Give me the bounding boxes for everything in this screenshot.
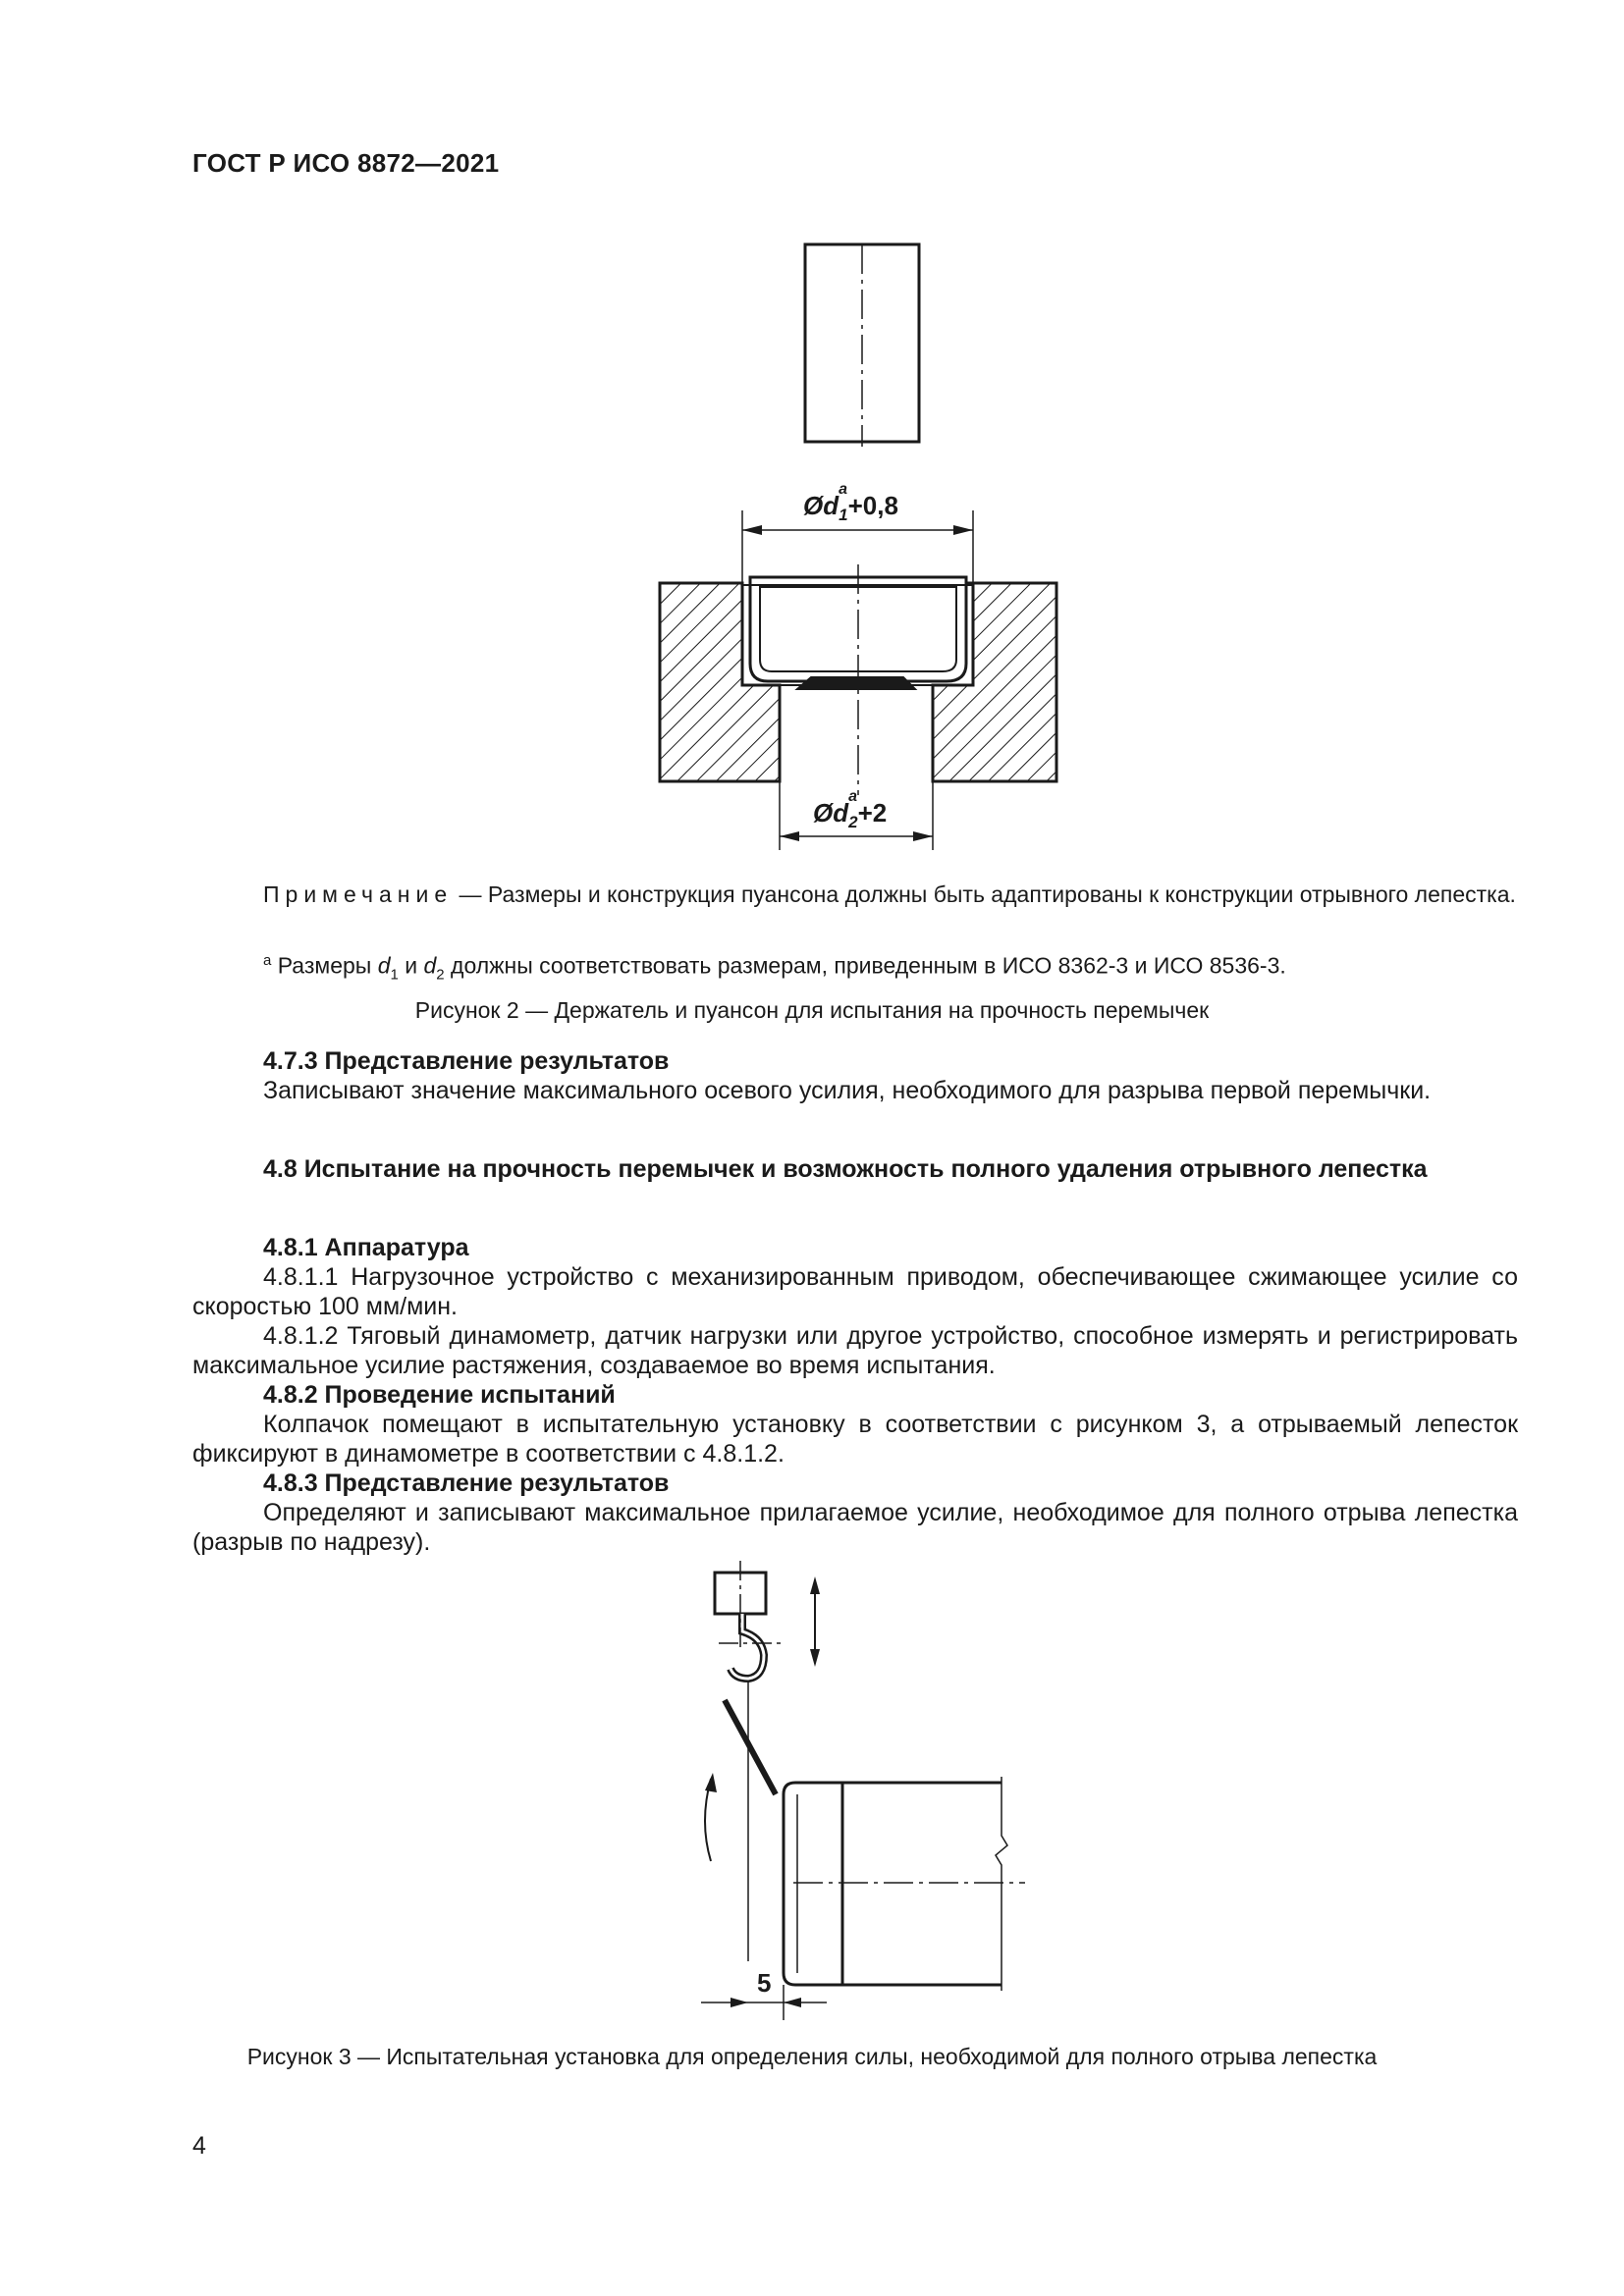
figure-2-drawing	[628, 236, 1080, 864]
cap-body	[784, 1783, 1001, 1985]
section-4-8-3-text: Определяют и записывают максимальное прилагаемое усилие, необходимое для полного отрыва лепестка (разрыв по надрезу).	[192, 1499, 1518, 1556]
note-text: — Размеры и конструкция пуансона должны быть адаптированы к конструкции отрывного лепестка.	[453, 881, 1516, 907]
tear-tab	[725, 1700, 776, 1794]
section-4-7-3-title: 4.7.3 Представление результатов	[263, 1047, 670, 1075]
dimension-label-d1: $Ød_1$ a +0,8	[803, 481, 898, 525]
section-4-8-2-text: Колпачок помещают в испытательную установку в соответствии с рисунком 3, а отрываемый лепесток фиксируют в динамометре в соответствии с 4.8.1.2.	[192, 1411, 1518, 1468]
tear-off-tab	[797, 677, 915, 689]
dimension-label-5: 5	[757, 1968, 772, 1998]
section-4-8-1-title: 4.8.1 Аппаратура	[263, 1234, 469, 1261]
hook	[731, 1614, 764, 1679]
document-header: ГОСТ Р ИСО 8872—2021	[192, 148, 500, 178]
dimension-label-d2: $Ød_2$ a +2	[813, 788, 888, 832]
section-4-8-title: 4.8 Испытание на прочность перемычек и возможность полного удаления отрывного лепестка	[263, 1155, 1428, 1183]
section-4-8-1-2-text: 4.8.1.2 Тяговый динамометр, датчик нагрузки или другое устройство, способное измерять и регистрировать максимальное усилие растяжения, создаваемое во время испытания.	[192, 1322, 1518, 1379]
figure-2-note	[192, 880, 1518, 909]
figure-3-caption: Рисунок 3 — Испытательная установка для определения силы, необходимой для полного отрыва лепестка	[246, 2044, 1378, 2069]
figure-3-drawing	[677, 1561, 1051, 2032]
page-number: 4	[192, 2132, 206, 2160]
section-4-8-3-title: 4.8.3 Представление результатов	[263, 1469, 670, 1497]
note-label: Примечание	[263, 881, 454, 907]
section-4-7-3-text: Записывают значение максимального осевого усилия, необходимого для разрыва первой перемычки.	[263, 1077, 1432, 1104]
section-4-8-1-1-text: 4.8.1.1 Нагрузочное устройство с механизированным приводом, обеспечивающее сжимающее усилие со скоростью 100 мм/мин.	[192, 1263, 1518, 1320]
section-4-8-2-title: 4.8.2 Проведение испытаний	[263, 1381, 616, 1409]
figure-2-caption: Рисунок 2 — Держатель и пуансон для испытания на прочность перемычек	[414, 997, 1210, 1023]
figure-2-footnote: $^a$ Размеры $d_1$ и $d_2$ должны соответствовать размерам, приведенным в ИСО 8362-3 и ИСО 8536-3.	[263, 952, 1286, 984]
